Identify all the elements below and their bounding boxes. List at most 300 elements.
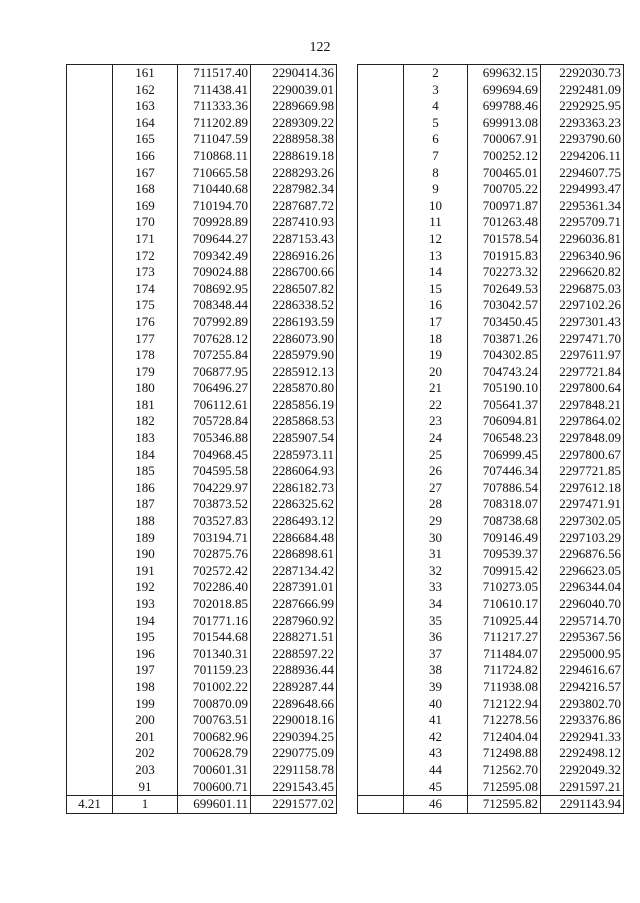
parcel-id-cell	[67, 530, 113, 547]
table-row	[67, 413, 337, 430]
parcel-id-cell	[67, 264, 113, 281]
parcel-id-cell	[358, 214, 404, 231]
table-row	[67, 65, 337, 82]
x-coordinate-cell: 711202.89	[178, 115, 251, 132]
table-row	[358, 364, 624, 381]
point-number-cell: 7	[404, 148, 468, 165]
table-row	[67, 82, 337, 99]
parcel-id-cell	[358, 712, 404, 729]
x-coordinate-cell: 701578.54	[468, 231, 541, 248]
x-coordinate-cell: 700252.12	[468, 148, 541, 165]
parcel-id-cell	[358, 447, 404, 464]
x-coordinate-cell: 708318.07	[468, 496, 541, 513]
point-number-cell: 162	[113, 82, 178, 99]
table-row	[358, 745, 624, 762]
table-row	[67, 281, 337, 298]
x-coordinate-cell: 700465.01	[468, 165, 541, 182]
x-coordinate-cell: 701159.23	[178, 662, 251, 679]
table-row	[67, 729, 337, 746]
parcel-id-cell	[67, 380, 113, 397]
y-coordinate-cell: 2293790.60	[541, 131, 624, 148]
table-row	[358, 347, 624, 364]
y-coordinate-cell: 2288271.51	[251, 629, 337, 646]
table-row	[358, 430, 624, 447]
point-number-cell: 166	[113, 148, 178, 165]
parcel-id-cell	[67, 496, 113, 513]
point-number-cell: 190	[113, 546, 178, 563]
y-coordinate-cell: 2286493.12	[251, 513, 337, 530]
point-number-cell: 172	[113, 248, 178, 265]
y-coordinate-cell: 2286507.82	[251, 281, 337, 298]
table-row	[67, 198, 337, 215]
table-row	[67, 314, 337, 331]
y-coordinate-cell: 2297800.67	[541, 447, 624, 464]
coordinates-table-left-body	[67, 65, 337, 814]
y-coordinate-cell: 2296036.81	[541, 231, 624, 248]
point-number-cell: 203	[113, 762, 178, 779]
table-row	[358, 198, 624, 215]
y-coordinate-cell: 2297102.26	[541, 297, 624, 314]
parcel-id-cell	[67, 165, 113, 182]
y-coordinate-cell: 2290394.25	[251, 729, 337, 746]
y-coordinate-cell: 2287687.72	[251, 198, 337, 215]
x-coordinate-cell: 707886.54	[468, 480, 541, 497]
x-coordinate-cell: 702286.40	[178, 579, 251, 596]
y-coordinate-cell: 2293376.86	[541, 712, 624, 729]
table-row	[358, 679, 624, 696]
point-number-cell: 42	[404, 729, 468, 746]
table-row	[67, 430, 337, 447]
table-row	[358, 248, 624, 265]
x-coordinate-cell: 711047.59	[178, 131, 251, 148]
x-coordinate-cell: 711724.82	[468, 662, 541, 679]
table-row	[67, 364, 337, 381]
point-number-cell: 178	[113, 347, 178, 364]
x-coordinate-cell: 704743.24	[468, 364, 541, 381]
point-number-cell: 197	[113, 662, 178, 679]
point-number-cell: 29	[404, 513, 468, 530]
parcel-id-cell	[67, 546, 113, 563]
y-coordinate-cell: 2296875.03	[541, 281, 624, 298]
parcel-id-cell	[358, 364, 404, 381]
table-row	[67, 181, 337, 198]
y-coordinate-cell: 2289648.66	[251, 696, 337, 713]
y-coordinate-cell: 2295709.71	[541, 214, 624, 231]
parcel-id-cell	[358, 131, 404, 148]
y-coordinate-cell: 2290414.36	[251, 65, 337, 82]
y-coordinate-cell: 2292941.33	[541, 729, 624, 746]
point-number-cell: 175	[113, 297, 178, 314]
table-row	[358, 563, 624, 580]
point-number-cell: 199	[113, 696, 178, 713]
point-number-cell: 43	[404, 745, 468, 762]
parcel-id-cell	[358, 696, 404, 713]
x-coordinate-cell: 709928.89	[178, 214, 251, 231]
parcel-id-cell	[358, 662, 404, 679]
parcel-id-cell	[358, 779, 404, 796]
table-row	[358, 314, 624, 331]
y-coordinate-cell: 2286338.52	[251, 297, 337, 314]
point-number-cell: 164	[113, 115, 178, 132]
parcel-id-cell	[358, 413, 404, 430]
x-coordinate-cell: 699632.15	[468, 65, 541, 82]
coordinates-table-right	[357, 64, 624, 814]
point-number-cell: 174	[113, 281, 178, 298]
y-coordinate-cell: 2292049.32	[541, 762, 624, 779]
point-number-cell: 32	[404, 563, 468, 580]
point-number-cell: 23	[404, 413, 468, 430]
table-row	[67, 214, 337, 231]
parcel-id-cell	[67, 629, 113, 646]
point-number-cell: 170	[113, 214, 178, 231]
parcel-id-cell	[358, 347, 404, 364]
x-coordinate-cell: 700601.31	[178, 762, 251, 779]
y-coordinate-cell: 2291543.45	[251, 779, 337, 796]
x-coordinate-cell: 701771.16	[178, 613, 251, 630]
point-number-cell: 25	[404, 447, 468, 464]
parcel-id-cell	[358, 148, 404, 165]
point-number-cell: 192	[113, 579, 178, 596]
y-coordinate-cell: 2287960.92	[251, 613, 337, 630]
point-number-cell: 161	[113, 65, 178, 82]
parcel-id-cell	[67, 779, 113, 796]
point-number-cell: 30	[404, 530, 468, 547]
point-number-cell: 167	[113, 165, 178, 182]
x-coordinate-cell: 700763.51	[178, 712, 251, 729]
parcel-id-cell	[358, 314, 404, 331]
y-coordinate-cell: 2288936.44	[251, 662, 337, 679]
x-coordinate-cell: 712595.08	[468, 779, 541, 796]
x-coordinate-cell: 699601.11	[178, 796, 251, 814]
x-coordinate-cell: 706112.61	[178, 397, 251, 414]
y-coordinate-cell: 2297611.97	[541, 347, 624, 364]
x-coordinate-cell: 703450.45	[468, 314, 541, 331]
table-row	[358, 231, 624, 248]
y-coordinate-cell: 2288619.18	[251, 148, 337, 165]
parcel-id-cell	[358, 430, 404, 447]
table-row	[67, 264, 337, 281]
point-number-cell: 200	[113, 712, 178, 729]
x-coordinate-cell: 707992.89	[178, 314, 251, 331]
table-row	[67, 115, 337, 132]
x-coordinate-cell: 707446.34	[468, 463, 541, 480]
x-coordinate-cell: 709539.37	[468, 546, 541, 563]
parcel-id-cell	[358, 613, 404, 630]
parcel-id-cell	[67, 513, 113, 530]
point-number-cell: 24	[404, 430, 468, 447]
table-row	[358, 796, 624, 814]
table-row	[358, 297, 624, 314]
x-coordinate-cell: 711333.36	[178, 98, 251, 115]
table-row	[67, 779, 337, 796]
point-number-cell: 10	[404, 198, 468, 215]
y-coordinate-cell: 2285912.13	[251, 364, 337, 381]
parcel-id-cell	[358, 297, 404, 314]
parcel-id-cell	[67, 347, 113, 364]
table-row	[358, 546, 624, 563]
x-coordinate-cell: 705728.84	[178, 413, 251, 430]
point-number-cell: 191	[113, 563, 178, 580]
table-row	[67, 496, 337, 513]
y-coordinate-cell: 2286916.26	[251, 248, 337, 265]
point-number-cell: 44	[404, 762, 468, 779]
parcel-id-cell	[67, 762, 113, 779]
point-number-cell: 13	[404, 248, 468, 265]
parcel-id-cell	[67, 98, 113, 115]
table-row	[358, 463, 624, 480]
parcel-id-cell	[67, 314, 113, 331]
y-coordinate-cell: 2285973.11	[251, 447, 337, 464]
y-coordinate-cell: 2285979.90	[251, 347, 337, 364]
table-row	[67, 745, 337, 762]
y-coordinate-cell: 2289309.22	[251, 115, 337, 132]
parcel-id-cell	[358, 181, 404, 198]
table-row	[67, 165, 337, 182]
point-number-cell: 186	[113, 480, 178, 497]
point-number-cell: 189	[113, 530, 178, 547]
x-coordinate-cell: 709915.42	[468, 563, 541, 580]
x-coordinate-cell: 704968.45	[178, 447, 251, 464]
point-number-cell: 46	[404, 796, 468, 814]
table-row	[67, 380, 337, 397]
parcel-id-cell	[358, 679, 404, 696]
parcel-id-cell	[67, 397, 113, 414]
point-number-cell: 180	[113, 380, 178, 397]
y-coordinate-cell: 2293802.70	[541, 696, 624, 713]
x-coordinate-cell: 709146.49	[468, 530, 541, 547]
point-number-cell: 34	[404, 596, 468, 613]
point-number-cell: 5	[404, 115, 468, 132]
table-row	[67, 297, 337, 314]
y-coordinate-cell: 2287153.43	[251, 231, 337, 248]
x-coordinate-cell: 700628.79	[178, 745, 251, 762]
y-coordinate-cell: 2297848.21	[541, 397, 624, 414]
parcel-id-cell	[67, 712, 113, 729]
point-number-cell: 185	[113, 463, 178, 480]
parcel-id-cell	[358, 65, 404, 82]
parcel-id-cell	[358, 281, 404, 298]
parcel-id-cell	[358, 496, 404, 513]
point-number-cell: 16	[404, 297, 468, 314]
y-coordinate-cell: 2287134.42	[251, 563, 337, 580]
y-coordinate-cell: 2297301.43	[541, 314, 624, 331]
point-number-cell: 181	[113, 397, 178, 414]
x-coordinate-cell: 706999.45	[468, 447, 541, 464]
y-coordinate-cell: 2296876.56	[541, 546, 624, 563]
point-number-cell: 14	[404, 264, 468, 281]
x-coordinate-cell: 710868.11	[178, 148, 251, 165]
table-row	[67, 579, 337, 596]
y-coordinate-cell: 2297471.70	[541, 331, 624, 348]
point-number-cell: 26	[404, 463, 468, 480]
parcel-id-cell	[67, 198, 113, 215]
y-coordinate-cell: 2290775.09	[251, 745, 337, 762]
point-number-cell: 194	[113, 613, 178, 630]
x-coordinate-cell: 706496.27	[178, 380, 251, 397]
point-number-cell: 163	[113, 98, 178, 115]
x-coordinate-cell: 704302.85	[468, 347, 541, 364]
point-number-cell: 12	[404, 231, 468, 248]
x-coordinate-cell: 701263.48	[468, 214, 541, 231]
x-coordinate-cell: 712278.56	[468, 712, 541, 729]
point-number-cell: 193	[113, 596, 178, 613]
parcel-id-cell	[67, 579, 113, 596]
y-coordinate-cell: 2297848.09	[541, 430, 624, 447]
y-coordinate-cell: 2295000.95	[541, 646, 624, 663]
x-coordinate-cell: 701915.83	[468, 248, 541, 265]
parcel-id-cell	[67, 248, 113, 265]
y-coordinate-cell: 2289287.44	[251, 679, 337, 696]
y-coordinate-cell: 2286193.59	[251, 314, 337, 331]
x-coordinate-cell: 703527.83	[178, 513, 251, 530]
x-coordinate-cell: 711938.08	[468, 679, 541, 696]
point-number-cell: 28	[404, 496, 468, 513]
y-coordinate-cell: 2286073.90	[251, 331, 337, 348]
y-coordinate-cell: 2297103.29	[541, 530, 624, 547]
x-coordinate-cell: 708692.95	[178, 281, 251, 298]
x-coordinate-cell: 700067.91	[468, 131, 541, 148]
x-coordinate-cell: 707255.84	[178, 347, 251, 364]
x-coordinate-cell: 699694.69	[468, 82, 541, 99]
parcel-id-cell: 4.21	[67, 796, 113, 814]
y-coordinate-cell: 2297864.02	[541, 413, 624, 430]
x-coordinate-cell: 703194.71	[178, 530, 251, 547]
x-coordinate-cell: 712595.82	[468, 796, 541, 814]
table-row	[67, 662, 337, 679]
table-row	[358, 779, 624, 796]
point-number-cell: 17	[404, 314, 468, 331]
parcel-id-cell	[67, 662, 113, 679]
table-row	[358, 596, 624, 613]
y-coordinate-cell: 2285907.54	[251, 430, 337, 447]
y-coordinate-cell: 2295367.56	[541, 629, 624, 646]
parcel-id-cell	[67, 646, 113, 663]
point-number-cell: 168	[113, 181, 178, 198]
parcel-id-cell	[358, 745, 404, 762]
x-coordinate-cell: 707628.12	[178, 331, 251, 348]
table-row	[358, 646, 624, 663]
table-row	[358, 281, 624, 298]
table-row	[358, 762, 624, 779]
coordinates-table-left	[66, 64, 337, 814]
point-number-cell: 22	[404, 397, 468, 414]
y-coordinate-cell: 2291158.78	[251, 762, 337, 779]
parcel-id-cell	[358, 231, 404, 248]
table-row	[67, 646, 337, 663]
x-coordinate-cell: 708738.68	[468, 513, 541, 530]
x-coordinate-cell: 703042.57	[468, 297, 541, 314]
x-coordinate-cell: 710194.70	[178, 198, 251, 215]
y-coordinate-cell: 2296623.05	[541, 563, 624, 580]
y-coordinate-cell: 2290018.16	[251, 712, 337, 729]
parcel-id-cell	[67, 430, 113, 447]
table-row	[67, 613, 337, 630]
parcel-id-cell	[358, 331, 404, 348]
y-coordinate-cell: 2297302.05	[541, 513, 624, 530]
x-coordinate-cell: 711484.07	[468, 646, 541, 663]
parcel-id-cell	[67, 281, 113, 298]
x-coordinate-cell: 709342.49	[178, 248, 251, 265]
parcel-id-cell	[358, 546, 404, 563]
point-number-cell: 182	[113, 413, 178, 430]
y-coordinate-cell: 2286064.93	[251, 463, 337, 480]
point-number-cell: 176	[113, 314, 178, 331]
table-row	[67, 248, 337, 265]
parcel-id-cell	[67, 596, 113, 613]
parcel-id-cell	[358, 397, 404, 414]
parcel-id-cell	[358, 380, 404, 397]
parcel-id-cell	[358, 796, 404, 814]
y-coordinate-cell: 2294616.67	[541, 662, 624, 679]
point-number-cell: 39	[404, 679, 468, 696]
x-coordinate-cell: 709644.27	[178, 231, 251, 248]
table-row	[67, 546, 337, 563]
point-number-cell: 196	[113, 646, 178, 663]
table-row	[67, 530, 337, 547]
x-coordinate-cell: 700971.87	[468, 198, 541, 215]
x-coordinate-cell: 711438.41	[178, 82, 251, 99]
x-coordinate-cell: 701340.31	[178, 646, 251, 663]
y-coordinate-cell: 2291597.21	[541, 779, 624, 796]
y-coordinate-cell: 2297721.85	[541, 463, 624, 480]
point-number-cell: 45	[404, 779, 468, 796]
x-coordinate-cell: 701002.22	[178, 679, 251, 696]
table-row	[67, 596, 337, 613]
parcel-id-cell	[358, 463, 404, 480]
table-row	[358, 496, 624, 513]
x-coordinate-cell: 710273.05	[468, 579, 541, 596]
y-coordinate-cell: 2289669.98	[251, 98, 337, 115]
x-coordinate-cell: 711217.27	[468, 629, 541, 646]
table-row	[358, 629, 624, 646]
y-coordinate-cell: 2287666.99	[251, 596, 337, 613]
parcel-id-cell	[67, 563, 113, 580]
parcel-id-cell	[358, 480, 404, 497]
parcel-id-cell	[358, 646, 404, 663]
y-coordinate-cell: 2286325.62	[251, 496, 337, 513]
parcel-id-cell	[67, 115, 113, 132]
parcel-id-cell	[67, 696, 113, 713]
y-coordinate-cell: 2290039.01	[251, 82, 337, 99]
y-coordinate-cell: 2286898.61	[251, 546, 337, 563]
point-number-cell: 40	[404, 696, 468, 713]
table-row	[67, 463, 337, 480]
x-coordinate-cell: 712404.04	[468, 729, 541, 746]
table-row	[67, 347, 337, 364]
table-row	[358, 513, 624, 530]
y-coordinate-cell: 2293363.23	[541, 115, 624, 132]
table-row	[358, 181, 624, 198]
x-coordinate-cell: 705641.37	[468, 397, 541, 414]
parcel-id-cell	[358, 98, 404, 115]
x-coordinate-cell: 699788.46	[468, 98, 541, 115]
y-coordinate-cell: 2287391.01	[251, 579, 337, 596]
table-row	[358, 331, 624, 348]
y-coordinate-cell: 2292925.95	[541, 98, 624, 115]
point-number-cell: 202	[113, 745, 178, 762]
y-coordinate-cell: 2295361.34	[541, 198, 624, 215]
parcel-id-cell	[358, 563, 404, 580]
table-row	[358, 131, 624, 148]
parcel-id-cell	[67, 745, 113, 762]
coordinates-table-right-body	[358, 65, 624, 814]
y-coordinate-cell: 2294993.47	[541, 181, 624, 198]
x-coordinate-cell: 702875.76	[178, 546, 251, 563]
table-row	[358, 613, 624, 630]
table-row	[67, 712, 337, 729]
table-row	[67, 331, 337, 348]
point-number-cell: 169	[113, 198, 178, 215]
